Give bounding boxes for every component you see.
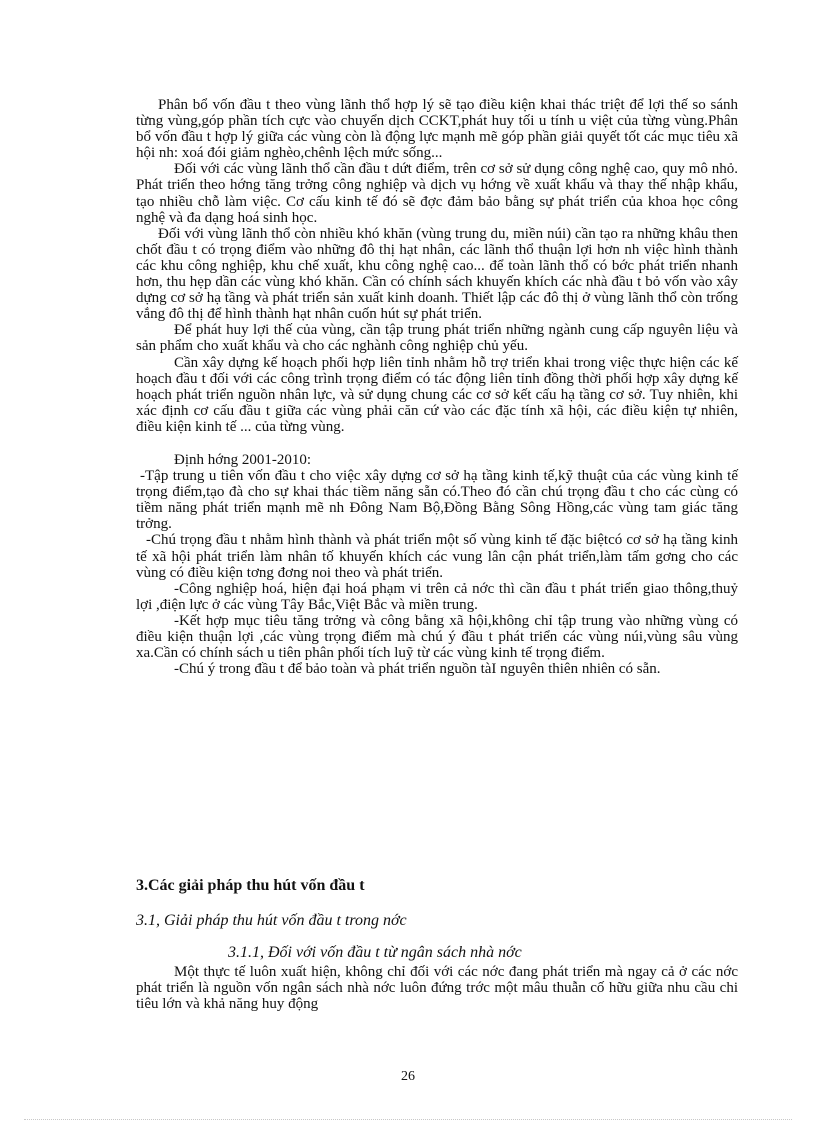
orientation-item: -Chú trọng đầu t nhằm hình thành và phát triển một số vùng kinh tế đặc biệtcó cơ sở hạ tầng kinh tế xã hội phát triển làm nhân tố khuyến khích các vung lân cận phát triển,làm tấm gơng cho các vùng có điều kiện tơng đơng noi theo và phát triển. xyxy=(136,532,738,581)
orientation-item: -Chú ý trong đầu t để bảo toàn và phát triển nguồn tàI nguyên thiên nhiên có sẵn. xyxy=(174,661,661,678)
body-text xyxy=(136,97,738,677)
orientation-title: Định hớng 2001-2010: xyxy=(174,451,312,468)
orientation-item: -Tập trung u tiên vốn đầu t cho việc xây dựng cơ sở hạ tầng kinh tế,kỹ thuật của các vùng kinh tế trọng điểm,tạo đà cho sự khai thác tiềm năng sẵn có.Theo đó cần chú trọng đầu t cho các cùng có tiềm năng phát triển mạnh mẽ nh Đông Nam Bộ,Đồng Bằng Sông Hồng,các vùng tam giác tăng trởng. xyxy=(136,468,738,533)
orientation-item: -Kết hợp mục tiêu tăng trởng và công bằng xã hội,không chỉ tập trung vào những vùng có điều kiện thuận lợi ,các vùng trọng điểm mà chú ý đầu t phát triển các vùng núi,vùng sâu vùng xa.Cần có chính sách u tiên phân phối tích luỹ từ các vùng kinh tế trọng điểm. xyxy=(136,612,738,662)
paragraph-state-budget: Một thực tế luôn xuất hiện, không chỉ đối với các nớc đang phát triển mà ngay cả ở các nớc phát triển là nguồn vốn ngân sách nhà nớc luôn đứng trớc một mâu thuẫn cố hữu giữa nhu cầu chi tiêu lớn và khả năng huy động xyxy=(136,964,738,1013)
paragraph-difficult-regions: Đối với vùng lãnh thổ còn nhiều khó khăn (vùng trung du, miền núi) cần tạo ra những khâu then chốt đầu t có trọng điểm vào những đô thị hạt nhân, các lãnh thổ thuận lợi hơn nh việc hình thành các khu công nghiệp, khu chế xuất, khu công nghệ cao... để toàn lãnh thổ có bớc phát triển nhanh hơn, thu hẹp dần các vùng khó khăn. Cần có chính sách khuyến khích các nhà đầu t bỏ vốn vào xây dựng cơ sở hạ tầng và phát triển sản xuất kinh doanh. Thiết lập các đô thị ở vùng lãnh thổ còn trống vắng đô thị để hình thành hạt nhân cuốn hút sự phát triển. xyxy=(136,225,738,323)
paragraph-interprovincial-plan: Cần xây dựng kế hoạch phối hợp liên tỉnh nhằm hỗ trợ triển khai trong việc thực hiện các kế hoạch đầu t đối với các công trình trọng điểm có tác động liên tỉnh đồng thời phối hợp xây dựng kế hoạch phát triển nguồn nhân lực, và sử dụng chung các cơ sở kết cấu hạ tầng cơ sở. Tuy nhiên, khi xác định cơ cấu đầu t giữa các vùng phải căn cứ vào các đặc tính xã hội, các điều kiện tự nhiên, điều kiện kinh tế ... của từng vùng. xyxy=(136,354,738,435)
section-subheading: 3.1, Giải pháp thu hút vốn đầu t trong nớc xyxy=(136,912,407,929)
paragraph-gap xyxy=(136,435,738,452)
paragraph-regional-advantage: Để phát huy lợi thế của vùng, cần tập trung phát triển những ngành cung cấp nguyên liệu và sản phẩm cho xuất khẩu và cho các nghành công nghiệp chủ yếu. xyxy=(136,322,738,355)
paragraph-regional-allocation: Phân bổ vốn đầu t theo vùng lãnh thổ hợp lý sẽ tạo điều kiện khai thác triệt để lợi thế so sánh từng vùng,góp phần tích cực vào chuyển dịch CCKT,phát huy tối u tính u việt của từng vùng.Phân bổ vốn đầu t hợp lý giữa các vùng còn là động lực mạnh mẽ góp phần giải quyết tốt các mục tiêu xã hội nh: xoá đói giảm nghèo,chênh lệch mức sống... xyxy=(136,97,738,162)
page-bottom-divider xyxy=(24,1119,792,1120)
section-heading: 3.Các giải pháp thu hút vốn đầu t xyxy=(136,877,365,894)
page-number: 26 xyxy=(401,1069,415,1084)
orientation-item: -Công nghiệp hoá, hiện đại hoá phạm vi trên cả nớc thì cần đầu t phát triển giao thông,thuỷ lợi ,điện lực ở các vùng Tây Bắc,Việt Bắc và miền trung. xyxy=(136,580,738,613)
section-paragraph xyxy=(136,964,738,1012)
paragraph-developed-regions: Đối với các vùng lãnh thổ cần đầu t dứt điểm, trên cơ sở sử dụng công nghệ cao, quy mô nhỏ. Phát triển theo hớng tăng trởng công nghiệp và dịch vụ hớng về xuất khẩu và thay thế nhập khẩu, tạo nhiều chỗ làm việc. Cơ cấu kinh tế đó sẽ đợc đảm bảo bằng sự phát triển của khoa học công nghệ và đa dạng hoá sinh học. xyxy=(136,161,738,226)
section-subsubheading: 3.1.1, Đối với vốn đầu t từ ngân sách nhà nớc xyxy=(228,944,522,961)
